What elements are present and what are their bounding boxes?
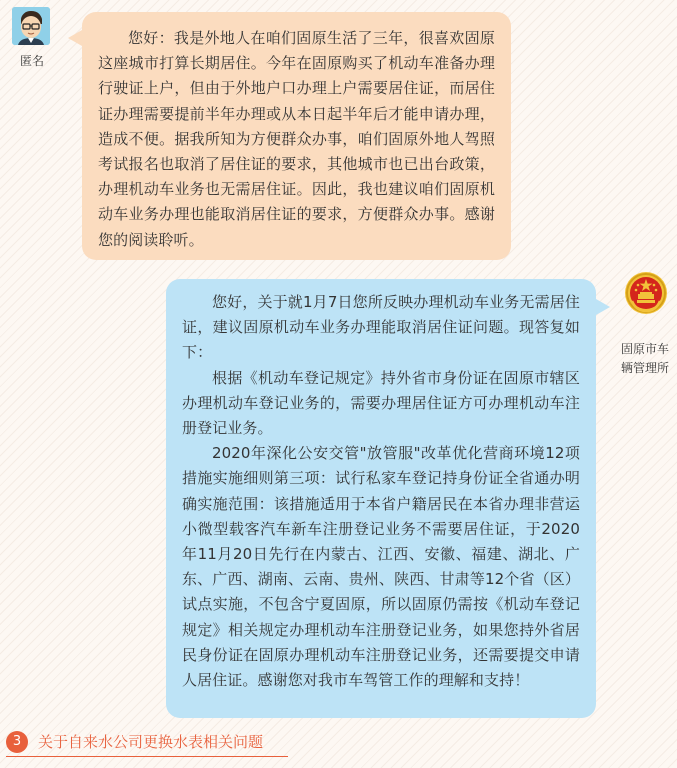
reply-message-bubble: [166, 279, 596, 718]
right-author-name: [612, 340, 677, 378]
national-emblem-icon: [624, 271, 668, 315]
section-underline: [6, 756, 288, 757]
right-author-line2: 辆管理所: [620, 361, 669, 375]
right-author-line1: 固原市车: [620, 342, 669, 356]
user-message-text: 您好：我是外地人在咱们固原生活了三年，很喜欢固原这座城市打算长期居住。今年在固原购买了机动车准备办理行驶证上户，但由于外地户口办理上户需要居住证，而居住证办理需要提前半年办理或从本日起半年后才能申请办理，造成不便。据我所知为方便群众办事，咱们固原外地人驾照考试报名也取消了居住证的要求，其他城市也已出台政策，办理机动车业务也无需居住证。因此，我也建议咱们固原机动车业务办理也能取消居住证的要求，方便群众办事。感谢您的阅读聆听。: [98, 29, 495, 249]
section-heading[interactable]: [6, 727, 296, 757]
reply-paragraph: 您好，关于就1月7日您所反映办理机动车业务无需居住证，建议固原机动车业务办理能取消居住证问题。现答复如下：: [182, 293, 580, 362]
user-message-bubble: [82, 12, 511, 260]
left-author-name: 匿名: [19, 54, 44, 68]
reply-paragraph: 根据《机动车登记规定》持外省市身份证在固原市辖区办理机动车登记业务的，需要办理居住证方可办理机动车注册登记业务。: [182, 368, 580, 438]
section-title[interactable]: 关于自来水公司更换水表相关问题: [38, 733, 264, 751]
section-number-badge: 3: [6, 731, 28, 753]
anonymous-avatar-icon: [12, 7, 50, 45]
reply-paragraph: 2020年深化公安交管"放管服"改革优化营商环境12项措施实施细则第三项：试行私家车登记持身份证全省通办明确实施范围：该措施适用于本省户籍居民在本省办理非营运小微型载客汽车新车注册登记业务不需要居住证，于2020年11月20日先行在内蒙古、江西、安徽、福建、湖北、广东、广西、湖南、云南、贵州、陕西、甘肃等12个省（区）试点实施，不包含宁夏固原，所以固原仍需按《机动车登记规定》相关规定办理机动车注册登记业务，如果您持外省居民身份证在固原办理机动车注册登记业务，还需要提交申请人居住证。感谢您对我市车驾管工作的理解和支持！: [182, 444, 580, 690]
